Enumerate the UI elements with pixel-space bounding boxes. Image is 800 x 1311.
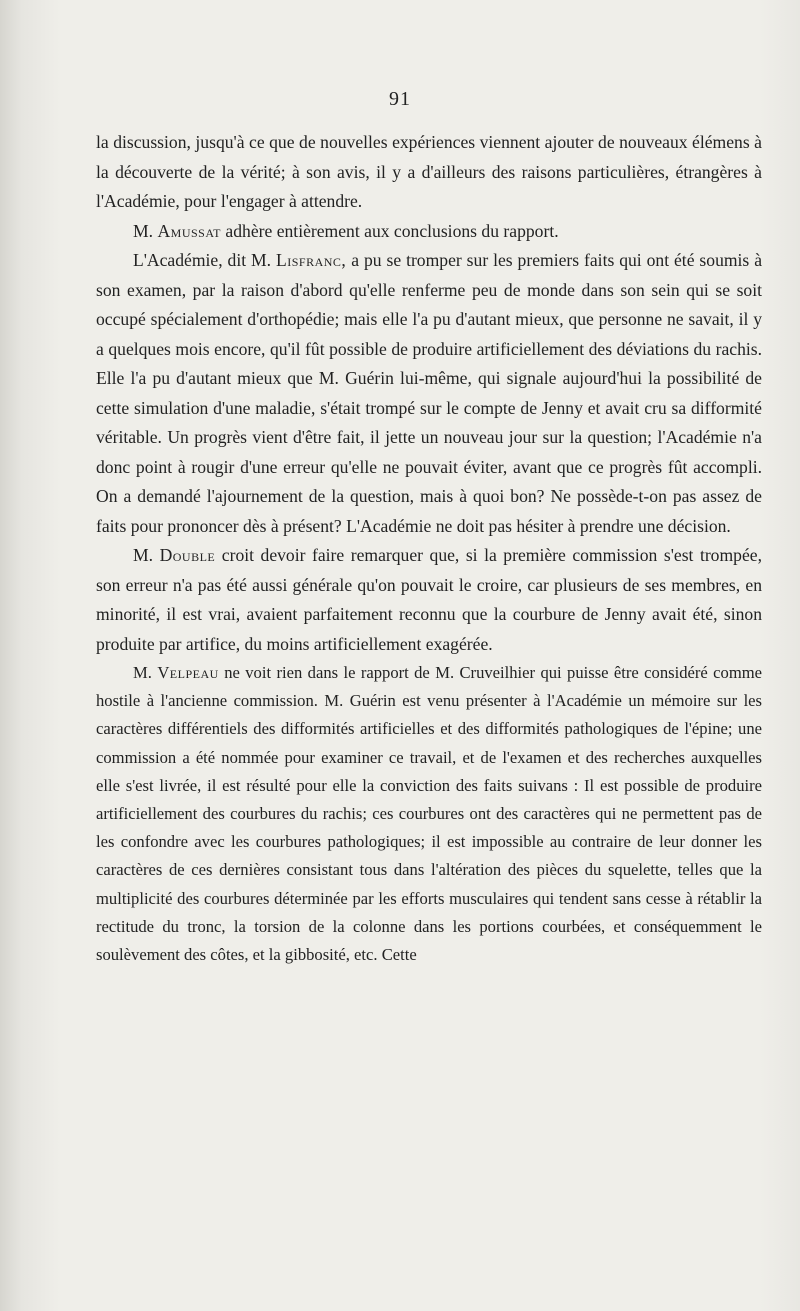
paragraph-2 (96, 217, 762, 247)
paragraph-prefix: M. (133, 220, 154, 241)
paragraph-4 (96, 541, 762, 659)
paragraph-prefix: M. (133, 663, 152, 682)
paragraph-text: adhère entièrement aux conclusions du rapport. (225, 220, 559, 241)
paragraph-prefix: M. (133, 545, 154, 565)
paragraph-text: a pu se tromper sur les premiers faits qui ont été soumis à son examen, par la raison d'abord qu'elle renferme peu de monde dans son sein qui se soit occupé spécialement d'orthopédie; mais elle l'a pu d'autant mieux, que personne ne savait, il y a quelques mois encore, qu'il fût possible de produire artificiellement des déviations du rachis. Elle l'a pu d'autant mieux que M. Guérin lui-même, qui signale aujourd'hui la possibilité de cette simulation d'une maladie, s'était trompé sur le compte de Jenny et avait cru sa difformité véritable. Un progrès vient d'être fait, il jette un nouveau jour sur la question; l'Académie n'a donc point à rougir d'une erreur qu'elle ne pouvait éviter, avant que ce progrès fût accompli. On a demandé l'ajournement de la question, mais à quoi bon? Ne possède-t-on pas assez de faits pour prononcer dès à présent? L'Académie ne doit pas hésiter à prendre une décision. (96, 250, 763, 536)
speaker-name: Lisfranc, (276, 250, 347, 270)
page-number: 91 (389, 88, 411, 110)
paragraph-3 (96, 246, 762, 541)
paragraph-1 (96, 128, 762, 217)
paragraph-5 (96, 659, 762, 969)
paragraph-text: ne voit rien dans le rapport de M. Cruveilhier qui puisse être considéré comme hostile à l'ancienne commission. M. Guérin est venu présenter à l'Académie un mémoire sur les caractères différentiels des difformités artificielles et des difformités pathologiques de l'épine; une commission a été nommée pour examiner ce travail, et de l'examen et des recherches auxquelles elle s'est livrée, il est résulté pour elle la conviction des faits suivans : Il est possible de produire artificiellement des courbures du rachis; ces courbures ont des caractères qui ne permettent pas de les confondre avec les courbures pathologiques; il est impossible au contraire de leur donner les caractères de ces dernières consistant tous dans l'altération des pièces du squelette, telles que la multiplicité des courbures déterminée par les efforts musculaires qui tendent sans cesse à rétablir la rectitude du tronc, la torsion de la colonne dans les portions courbées, et conséquemment le soulèvement des côtes, et la gibbosité, etc. Cette (96, 663, 762, 965)
speaker-name: Amussat (157, 220, 222, 241)
paragraph-text: croit devoir faire remarquer que, si la première commission s'est trompée, son erreur n'a pas été aussi générale qu'on pouvait le croire, car plusieurs de ses membres, en minorité, il est vrai, avaient parfaitement reconnu que la courbure de Jenny avait été, sinon produite par artifice, du moins artificiellement exagérée. (96, 545, 762, 654)
speaker-name: Velpeau (157, 663, 219, 682)
body-text (96, 128, 762, 969)
speaker-name: Double (159, 545, 216, 565)
paragraph-prefix: L'Académie, dit M. (133, 250, 272, 270)
paragraph-text: la discussion, jusqu'à ce que de nouvelles expériences viennent ajouter de nouveaux élémens à la découverte de la vérité; à son avis, il y a d'ailleurs des raisons particulières, étrangères à l'Académie, pour l'engager à attendre. (96, 132, 762, 211)
